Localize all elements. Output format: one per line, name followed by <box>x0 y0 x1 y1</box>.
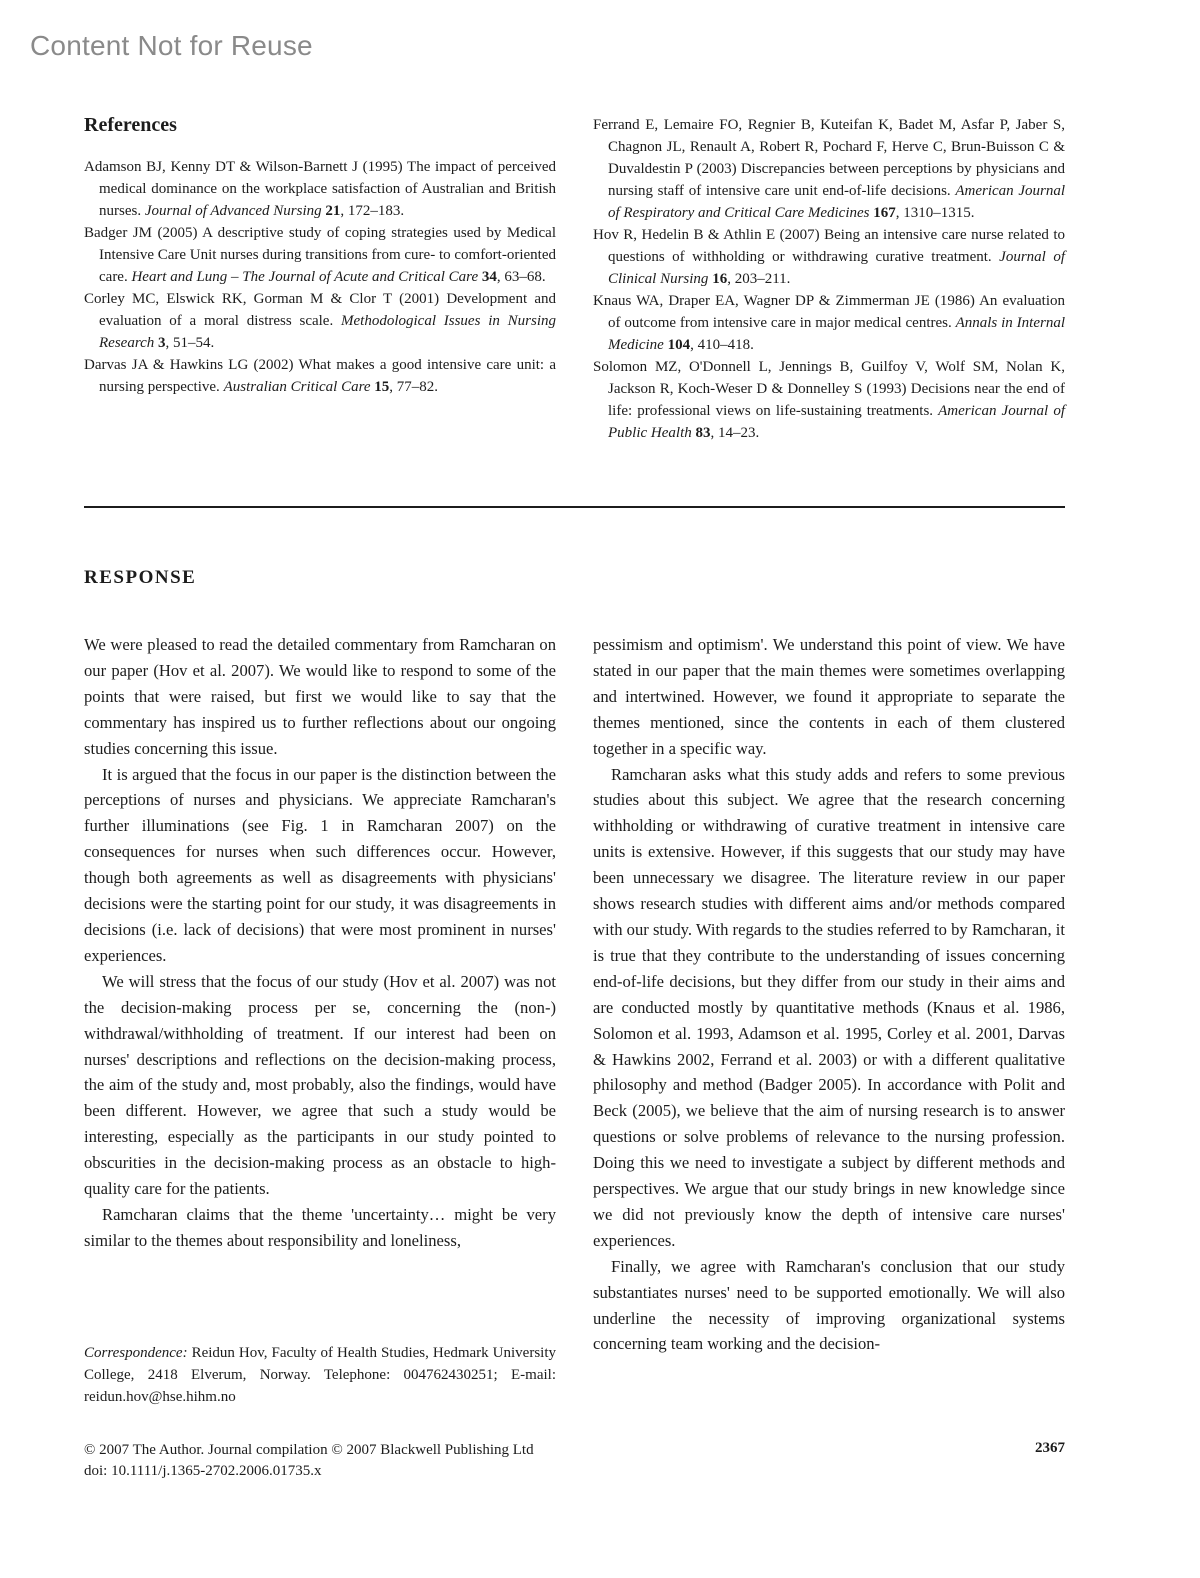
correspondence-label: Correspondence: <box>84 1345 188 1361</box>
response-right-column <box>593 632 1065 1357</box>
body-paragraph: Ramcharan asks what this study adds and refers to some previous studies about this subject. We agree that the research concerning withholding or withdrawing of curative treatment in intensive care units is extensive. However, if this suggests that our study may have been unnecessary we disagree. The literature review in our paper shows research studies with different aims and/or methods compared with our study. With regards to the studies referred to by Ramcharan, it is true that they contribute to the understanding of issues concerning end-of-life decisions, but they differ from our study in their aims and are conducted mostly by quantitative methods (Knaus et al. 1986, Solomon et al. 1993, Adamson et al. 1995, Corley et al. 2001, Darvas & Hawkins 2002, Ferrand et al. 2003) or with a different qualitative philosophy and method (Badger 2005). In accordance with Polit and Beck (2005), we believe that the aim of nursing research is to answer questions or solve problems of relevance to the nursing profession. Doing this we need to investigate a subject by different methods and perspectives. We argue that our study brings in new knowledge since we did not previously know the depth of intensive care nurses' experiences. <box>593 764 1065 1250</box>
body-paragraph: pessimism and optimism'. We understand this point of view. We have stated in our paper that the main themes were sometimes overlapping and intertwined. However, we found it appropriate to separate the themes mentioned, since the contents in each of them clustered together in a specific way. <box>593 635 1065 758</box>
body-paragraph: Finally, we agree with Ramcharan's conclusion that our study substantiates nurses' need to be supported emotionally. We will also underline the necessity of improving organizational systems concerning team working and the decision- <box>593 1256 1065 1354</box>
footer-info <box>84 1440 534 1482</box>
reference-item: Darvas JA & Hawkins LG (2002) What makes a good intensive care unit: a nursing perspective. Australian Critical Care 15, 77–82. <box>84 357 556 395</box>
correspondence-text: Reidun Hov, Faculty of Health Studies, Hedmark University College, 2418 Elverum, Norway. Telephone: 004762430251; E-mail: reidun.hov@hse.hihm.no <box>84 1345 556 1405</box>
body-paragraph: We will stress that the focus of our study (Hov et al. 2007) was not the decision-making process per se, concerning the (non-) withdrawal/withholding of treatment. If our interest had been on nurses' descriptions and reflections on the decision-making process, the aim of the study and, most probably, also the findings, would have been different. However, we agree that such a study would be interesting, especially as the participants in our study pointed to obscurities in the decision-making process as an obstacle to high-quality care for the patients. <box>84 971 556 1199</box>
reference-item: Hov R, Hedelin B & Athlin E (2007) Being an intensive care nurse related to questions of withholding or withdrawing curative treatment. Journal of Clinical Nursing 16, 203–211. <box>593 227 1065 287</box>
reference-item: Solomon MZ, O'Donnell L, Jennings B, Guilfoy V, Wolf SM, Nolan K, Jackson R, Koch-Weser D & Donnelley S (1993) Decisions near the end of life: professional views on life-sustaining treatments. American Journal of Public Health 83, 14–23. <box>593 359 1065 441</box>
correspondence-note <box>84 1342 556 1408</box>
reference-item: Knaus WA, Draper EA, Wagner DP & Zimmerman JE (1986) An evaluation of outcome from intensive care in major medical centres. Annals in Internal Medicine 104, 410–418. <box>593 293 1065 353</box>
references-heading: References <box>84 114 177 136</box>
references-left-column <box>84 156 556 398</box>
doi-line: doi: 10.1111/j.1365-2702.2006.01735.x <box>84 1463 322 1479</box>
response-heading: RESPONSE <box>84 567 197 588</box>
reference-item: Ferrand E, Lemaire FO, Regnier B, Kuteifan K, Badet M, Asfar P, Jaber S, Chagnon JL, Renault A, Robert R, Pochard F, Herve C, Brun-Buisson C & Duvaldestin P (2003) Discrepancies between perceptions by physicians and nursing staff of intensive care unit end-of-life decisions. American Journal of Respiratory and Critical Care Medicines 167, 1310–1315. <box>593 117 1066 221</box>
response-left-column <box>84 632 556 1254</box>
reference-item: Badger JM (2005) A descriptive study of coping strategies used by Medical Intensive Care Unit nurses during transitions from cure- to comfort-oriented care. Heart and Lung – The Journal of Acute and Critical Care 34, 63–68. <box>84 225 556 285</box>
reference-item: Adamson BJ, Kenny DT & Wilson-Barnett J (1995) The impact of perceived medical dominance on the workplace satisfaction of Australian and British nurses. Journal of Advanced Nursing 21, 172–183. <box>84 159 556 219</box>
body-paragraph: We were pleased to read the detailed commentary from Ramcharan on our paper (Hov et al. 2007). We would like to respond to some of the points that were raised, but first we would like to say that the commentary has inspired us to further reflections about our ongoing studies concerning this issue. <box>84 635 556 758</box>
references-right-column <box>593 114 1065 444</box>
body-paragraph: Ramcharan claims that the theme 'uncertainty… might be very similar to the themes about responsibility and loneliness, <box>84 1204 556 1250</box>
page-number: 2367 <box>1035 1440 1065 1456</box>
section-divider <box>84 506 1065 508</box>
body-paragraph: It is argued that the focus in our paper is the distinction between the perceptions of nurses and physicians. We appreciate Ramcharan's further illuminations (see Fig. 1 in Ramcharan 2007) on the consequences for nurses when such differences occur. However, though both agreements as well as disagreements with physicians' decisions were the starting point for our study, it was disagreements in decisions (i.e. lack of decisions) that were most prominent in nurses' experiences. <box>84 764 556 965</box>
reference-item: Corley MC, Elswick RK, Gorman M & Clor T (2001) Development and evaluation of a moral distress scale. Methodological Issues in Nursing Research 3, 51–54. <box>84 291 556 351</box>
watermark: Content Not for Reuse <box>30 30 313 61</box>
copyright-line: © 2007 The Author. Journal compilation © 2007 Blackwell Publishing Ltd <box>84 1442 534 1458</box>
